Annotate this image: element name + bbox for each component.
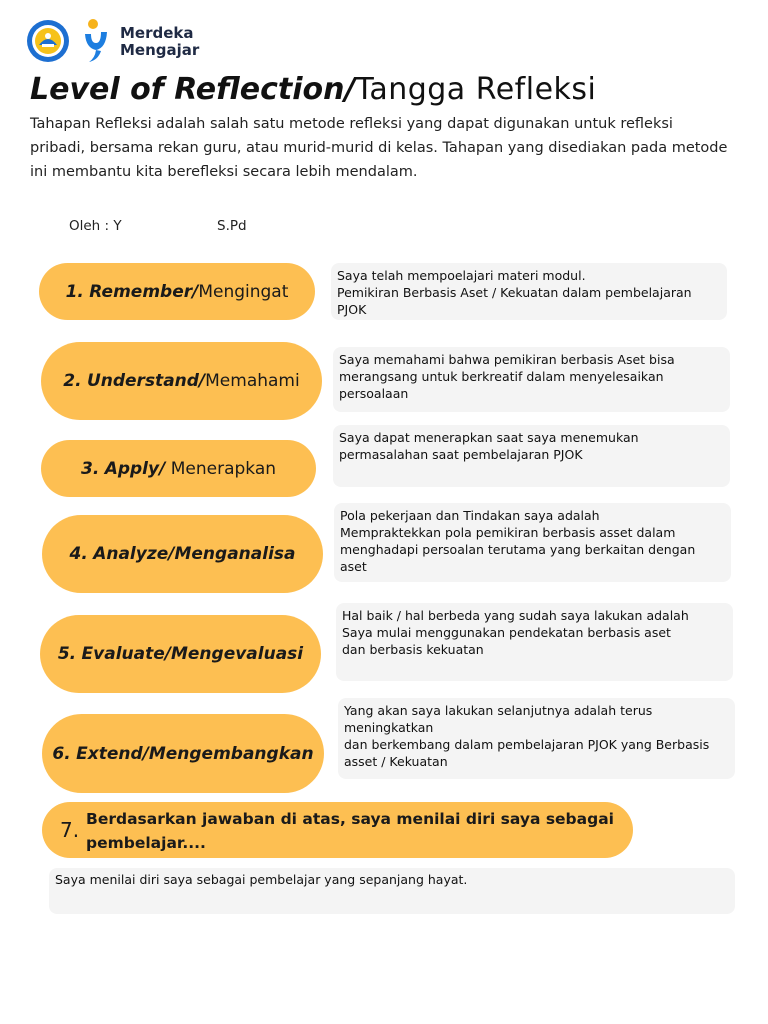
answer-box-evaluate: Hal baik / hal berbeda yang sudah saya lakukan adalah Saya mulai menggunakan pendekatan berbasis aset dan berbasis kekuatan [336,603,733,681]
merdeka-mengajar-logo-icon [82,18,112,64]
level-pill-evaluate [40,615,321,693]
kemdikbud-emblem-icon [26,19,70,63]
level-id: Menerapkan [165,458,277,479]
brand-line-2: Mengajar [120,41,200,59]
level-pill-apply [41,440,316,497]
author-title: S.Pd [217,218,247,234]
brand-name [120,25,199,59]
level-id: Mengingat [198,281,289,302]
answer-box-remember: Saya telah mempoelajari materi modul. Pemikiran Berbasis Aset / Kekuatan dalam pembelajaran PJOK [331,263,727,320]
page-title [30,72,596,107]
final-answer-box: Saya menilai diri saya sebagai pembelajar yang sepanjang hayat. [49,868,735,914]
level-num: 1. [65,281,84,302]
level-id: Memahami [205,371,300,391]
level-pill-extend [42,714,324,793]
level-num: 2. [63,371,82,391]
final-prompt-text: Berdasarkan jawaban di atas, saya menilai diri saya sebagai pembelajar.... [86,810,614,852]
level-en: Apply/ [104,458,166,479]
level-num: 3. [80,458,100,479]
answer-box-apply: Saya dapat menerapkan saat saya menemukan permasalahan saat pembelajaran PJOK [333,425,730,487]
title-rest: Tangga Refleksi [355,72,597,107]
author-label: Oleh : Y [69,218,122,234]
level-pill-remember [39,263,315,320]
level-pill-understand [41,342,322,420]
title-italic: Level of Reflection [30,72,345,107]
answer-box-extend: Yang akan saya lakukan selanjutnya adalah terus meningkatkan dan berkembang dalam pembelajaran PJOK yang Berbasis asset / Kekuatan [338,698,735,779]
level-num: 4. [69,544,88,564]
level-en: Evaluate/Mengevaluasi [81,644,304,664]
level-en: Analyze/Menganalisa [93,544,296,564]
brand-line-1: Merdeka [120,24,194,42]
final-num: 7. [60,818,80,842]
level-en: Extend/Mengembangkan [76,743,314,764]
level-num: 6. [52,743,71,764]
answer-box-understand: Saya memahami bahwa pemikiran berbasis Aset bisa merangsang untuk berkreatif dalam menyelesaikan persoalaan [333,347,730,412]
level-en: Understand/ [86,371,206,391]
intro-paragraph: Tahapan Refleksi adalah salah satu metode refleksi yang dapat digunakan untuk refleksi pribadi, bersama rekan guru, atau murid-murid di kelas. Tahapan yang disediakan pada metode ini membantu kita berefleksi secara lebih mendalam. [30,116,728,180]
level-en: Remember/ [89,281,199,302]
level-pill-analyze [42,515,323,593]
answer-box-analyze: Pola pekerjaan dan Tindakan saya adalah Mempraktekkan pola pemikiran berbasis asset dalam menghadapi persoalan terutama yang berkaitan dengan aset [334,503,731,582]
title-slash: / [344,72,356,107]
level-num: 5. [57,644,77,664]
